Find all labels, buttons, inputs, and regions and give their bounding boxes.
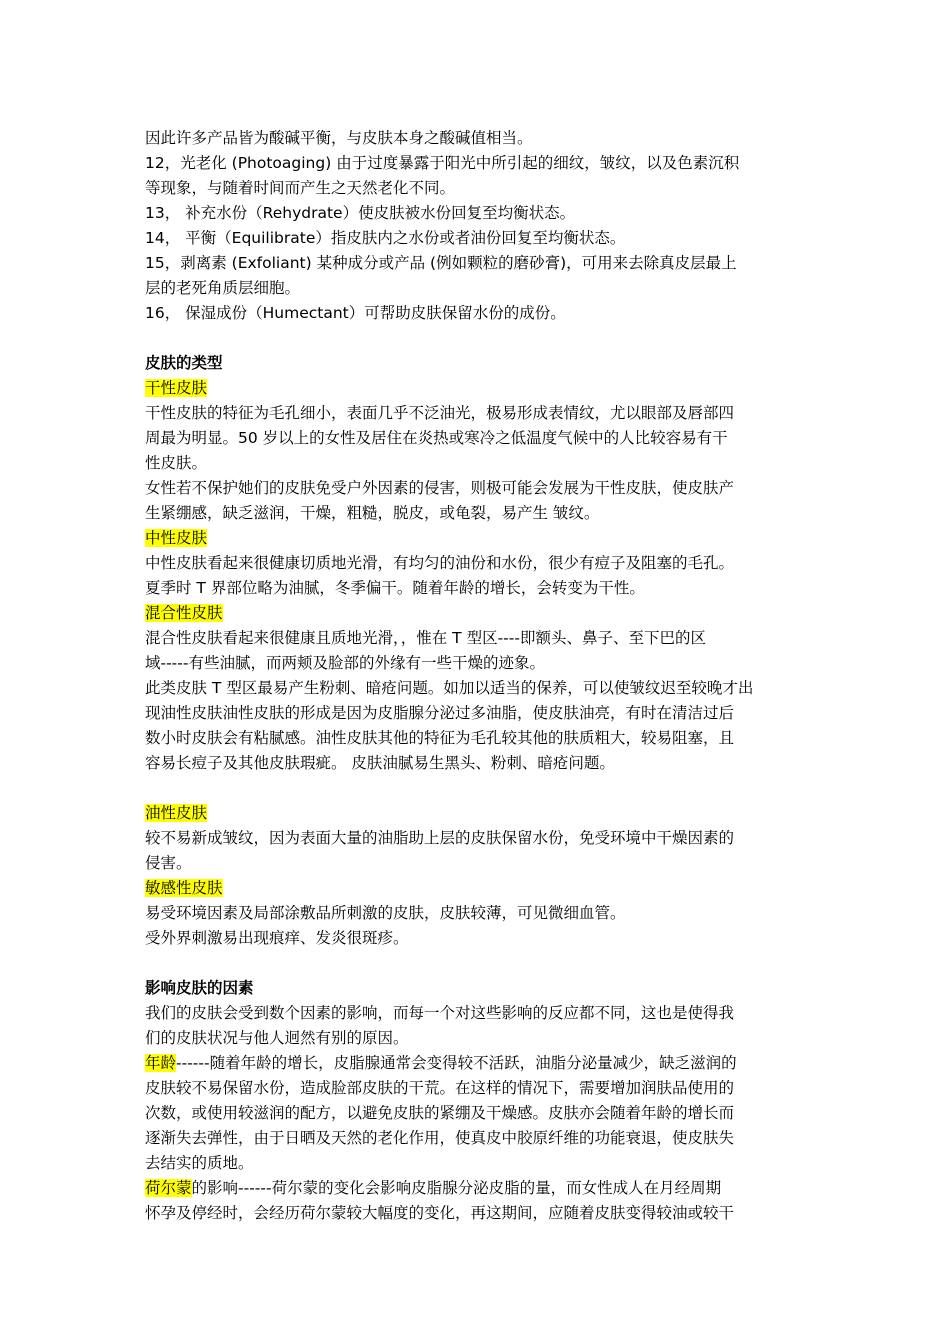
- paragraph-line: 次数，或使用较滋润的配方，以避免皮肤的紧绷及干燥感。皮肤亦会随着年龄的增长而: [145, 1104, 735, 1122]
- paragraph-line: 皮肤较不易保留水份，造成脸部皮肤的干荒。在这样的情况下，需要增加润肤品使用的: [145, 1079, 735, 1097]
- spacer: [145, 326, 810, 351]
- document-page: [145, 126, 810, 1226]
- paragraph-line: 女性若不保护她们的皮肤免受户外因素的侵害，则极可能会发展为干性皮肤，使皮肤产: [145, 479, 735, 497]
- glossary-line: 15，剥离素 (Exfoliant) 某种成分或产品 (例如颗粒的磨砂膏)，可用来去除真皮层最上: [145, 254, 737, 272]
- paragraph-line: 此类皮肤 T 型区最易产生粉刺、暗疮问题。如加以适当的保养，可以使皱纹迟至较晚才出: [145, 679, 754, 697]
- section-heading-factors: 影响皮肤的因素: [145, 979, 254, 997]
- paragraph-line: 容易长痘子及其他皮肤瑕疵。 皮肤油腻易生黑头、粉刺、暗疮问题。: [145, 754, 615, 772]
- paragraph-line: 数小时皮肤会有粘腻感。油性皮肤其他的特征为毛孔较其他的肤质粗大，较易阻塞，且: [145, 729, 735, 747]
- highlighted-label: 干性皮肤: [145, 379, 208, 397]
- factor-hormone-text: 的影响------荷尔蒙的变化会影响皮脂腺分泌皮脂的量，而女性成人在月经周期: [191, 1179, 722, 1197]
- factor-age-text: ------随着年龄的增长，皮脂腺通常会变得较不活跃，油脂分泌量减少，缺乏滋润的: [176, 1054, 737, 1072]
- paragraph-line: 现油性皮肤油性皮肤的形成是因为皮脂腺分泌过多油脂，使皮肤油亮，有时在清洁过后: [145, 704, 735, 722]
- highlighted-label: 混合性皮肤: [145, 604, 223, 622]
- paragraph-line: 生紧绷感，缺乏滋润，干燥，粗糙，脱皮，或龟裂，易产生 皱纹。: [145, 504, 600, 522]
- paragraph-line: 较不易新成皱纹，因为表面大量的油脂助上层的皮肤保留水份，免受环境中干燥因素的: [145, 829, 735, 847]
- subheading-oily-skin: [145, 801, 810, 826]
- paragraph-line: 干性皮肤的特征为毛孔细小，表面几乎不泛油光，极易形成表情纹，尤以眼部及唇部四: [145, 404, 735, 422]
- glossary-line: 14， 平衡（Equilibrate）指皮肤内之水份或者油份回复至均衡状态。: [145, 229, 626, 247]
- paragraph-line: 们的皮肤状况与他人迥然有别的原因。: [145, 1029, 409, 1047]
- factor-hormone-line: [145, 1176, 810, 1201]
- spacer: [145, 776, 810, 801]
- glossary-line: 12，光老化 (Photoaging) 由于过度暴露于阳光中所引起的细纹，皱纹，以及色素沉积: [145, 154, 740, 172]
- paragraph-line: 去结实的质地。: [145, 1154, 254, 1172]
- highlighted-label: 敏感性皮肤: [145, 879, 223, 897]
- paragraph-line: 混合性皮肤看起来很健康且质地光滑，，惟在 T 型区----即额头、鼻子、至下巴的区: [145, 629, 706, 647]
- paragraph-line: 中性皮肤看起来很健康切质地光滑，有均匀的油份和水份，很少有痘子及阻塞的毛孔。: [145, 554, 735, 572]
- highlighted-label: 油性皮肤: [145, 804, 208, 822]
- subheading-dry-skin: [145, 376, 810, 401]
- highlighted-label: 中性皮肤: [145, 529, 208, 547]
- paragraph-line: 性皮肤。: [145, 454, 208, 472]
- paragraph-line: 侵害。: [145, 854, 192, 872]
- paragraph-line: 怀孕及停经时，会经历荷尔蒙较大幅度的变化，再这期间，应随着皮肤变得较油或较干: [145, 1204, 735, 1222]
- highlighted-label: 荷尔蒙: [145, 1179, 192, 1197]
- paragraph-line: 周最为明显。50 岁以上的女性及居住在炎热或寒冷之低温度气候中的人比较容易有干: [145, 429, 728, 447]
- glossary-line: 因此许多产品皆为酸碱平衡，与皮肤本身之酸碱值相当。: [145, 129, 533, 147]
- paragraph-line: 夏季时 T 界部位略为油腻，冬季偏干。随着年龄的增长，会转变为干性。: [145, 579, 645, 597]
- subheading-combination-skin: [145, 601, 810, 626]
- paragraph-line: 域-----有些油腻，而两颊及脸部的外缘有一些干燥的迹象。: [145, 654, 545, 672]
- factor-age-line: [145, 1051, 810, 1076]
- paragraph-line: 受外界刺激易出现痕痒、发炎很斑疹。: [145, 929, 409, 947]
- section-heading-skin-types: 皮肤的类型: [145, 354, 223, 372]
- paragraph-line: 逐渐失去弹性，由于日晒及天然的老化作用，使真皮中胶原纤维的功能衰退，使皮肤失: [145, 1129, 735, 1147]
- subheading-sensitive-skin: [145, 876, 810, 901]
- glossary-line: 16， 保湿成份（Humectant）可帮助皮肤保留水份的成份。: [145, 304, 566, 322]
- glossary-line: 13， 补充水份（Rehydrate）使皮肤被水份回复至均衡状态。: [145, 204, 576, 222]
- highlighted-label: 年龄: [145, 1054, 177, 1072]
- glossary-line: 层的老死角质层细胞。: [145, 279, 301, 297]
- subheading-normal-skin: [145, 526, 810, 551]
- paragraph-line: 我们的皮肤会受到数个因素的影响，而每一个对这些影响的反应都不同，这也是使得我: [145, 1004, 735, 1022]
- glossary-line: 等现象，与随着时间而产生之天然老化不同。: [145, 179, 456, 197]
- spacer: [145, 951, 810, 976]
- paragraph-line: 易受环境因素及局部涂敷品所刺激的皮肤，皮肤较薄，可见微细血管。: [145, 904, 626, 922]
